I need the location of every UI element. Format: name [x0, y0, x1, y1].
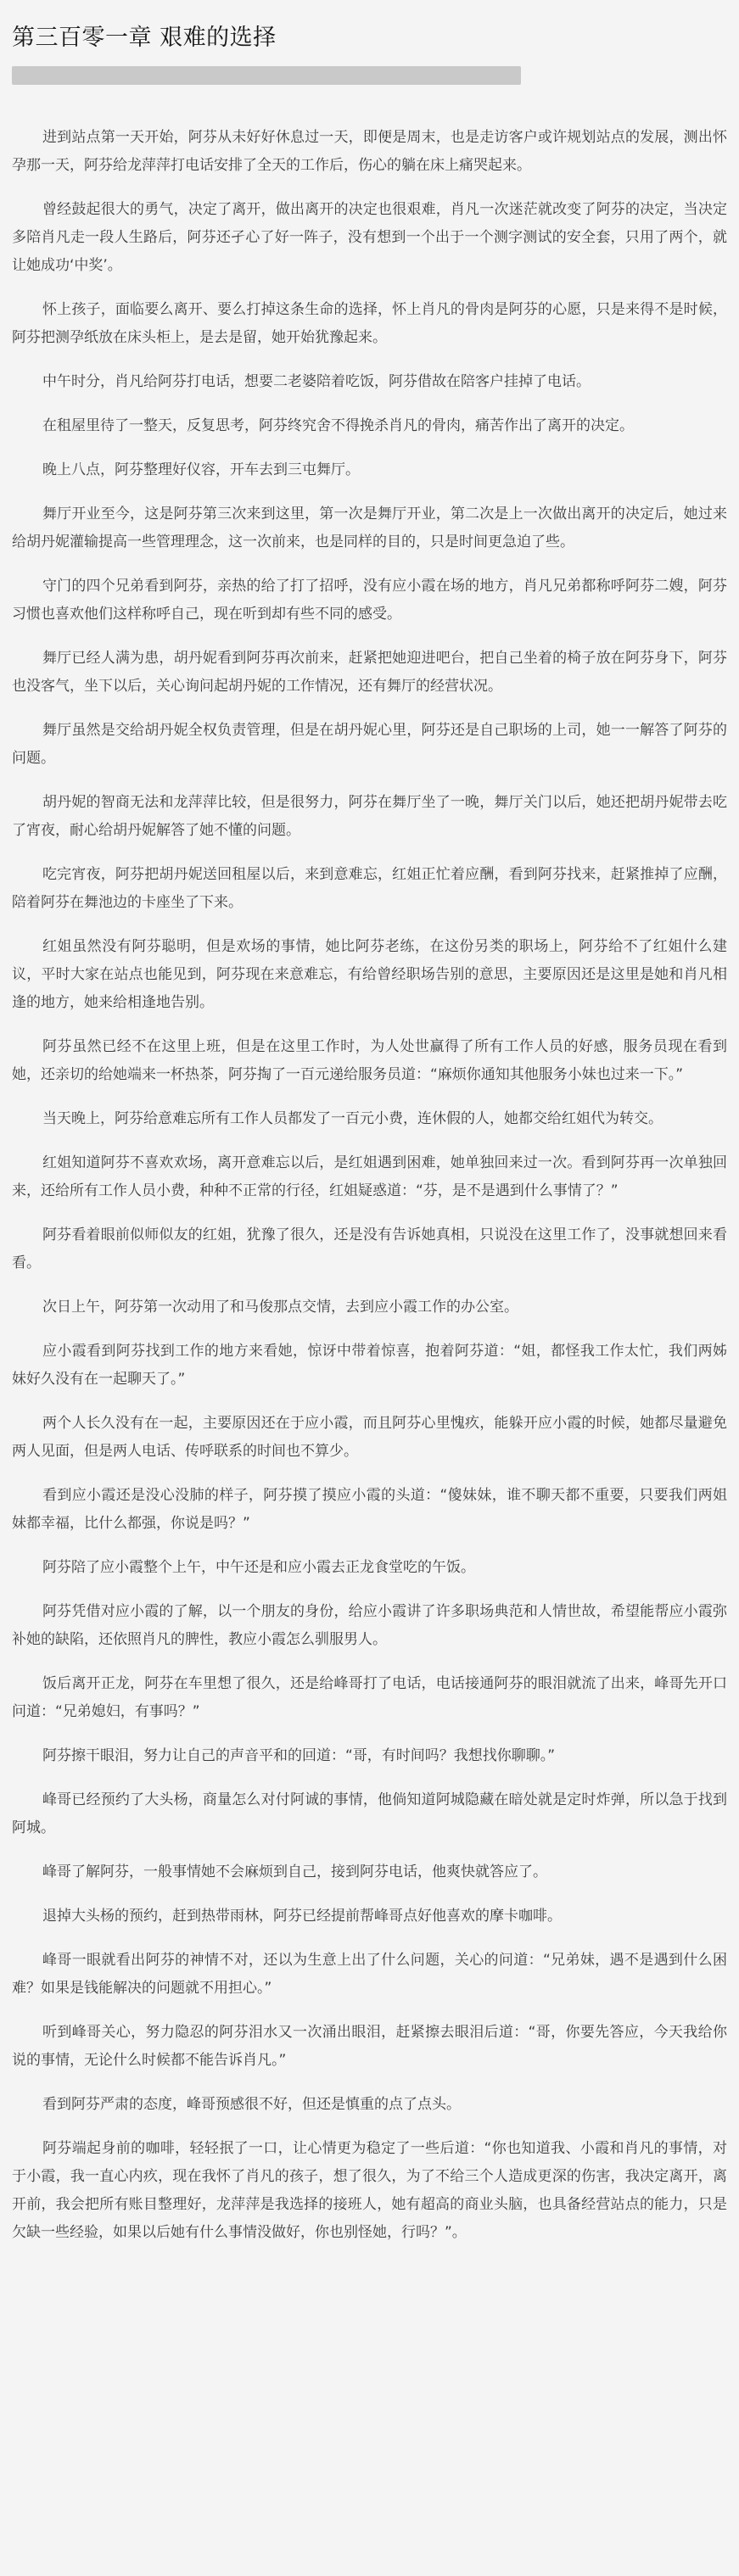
- title-underline-bar: [12, 66, 521, 85]
- paragraph: 中午时分，肖凡给阿芬打电话，想要二老婆陪着吃饭，阿芬借故在陪客户挂掉了电话。: [42, 373, 591, 390]
- paragraph: 应小霞看到阿芬找到工作的地方来看她，惊讶中带着惊喜，抱着阿芬道：“姐，都怪我工作太忙，我们两姊妹好久没有在一起聊天了。”: [12, 1343, 727, 1388]
- paragraph: 饭后离开正龙，阿芬在车里想了很久，还是给峰哥打了电话，电话接通阿芬的眼泪就流了出来，峰哥先开口问道：“兄弟媳妇，有事吗？”: [12, 1675, 727, 1720]
- paragraph: 舞厅虽然是交给胡丹妮全权负责管理，但是在胡丹妮心里，阿芬还是自己职场的上司，她一一解答了阿芬的问题。: [12, 722, 727, 767]
- paragraph: 阿芬端起身前的咖啡，轻轻抿了一口，让心情更为稳定了一些后道：“你也知道我、小霞和肖凡的事情，对于小霞，我一直心内疚，现在我怀了肖凡的孩子，想了很久，为了不给三个人造成更深的伤害，我决定离开，离开前，我会把所有账目整理好，龙萍萍是我选择的接班人，她有超高的商业头脑，也具备经营站点的能力，只是欠缺一些经验，如果以后她有什么事情没做好，你也别怪她，行吗？”。: [12, 2140, 727, 2241]
- paragraph: 退掉大头杨的预约，赶到热带雨林，阿芬已经提前帮峰哥点好他喜欢的摩卡咖啡。: [42, 1908, 562, 1925]
- paragraph: 在租屋里待了一整天，反复思考，阿芬终究舍不得挽杀肖凡的骨肉，痛苦作出了离开的决定。: [42, 417, 634, 434]
- paragraph: 峰哥一眼就看出阿芬的神情不对，还以为生意上出了什么问题，关心的问道：“兄弟妹，遇不是遇到什么困难？如果是钱能解决的问题就不用担心。”: [12, 1952, 727, 1997]
- paragraph: 红姐虽然没有阿芬聪明，但是欢场的事情，她比阿芬老练，在这份另类的职场上，阿芬给不了红姐什么建议，平时大家在站点也能见到，阿芬现在来意难忘，有给曾经职场告别的意思，主要原因还是这里是她和肖凡相逢的地方，她来给相逢地告别。: [12, 938, 727, 1011]
- paragraph: 峰哥了解阿芬，一般事情她不会麻烦到自己，接到阿芬电话，他爽快就答应了。: [42, 1864, 547, 1880]
- paragraph: 阿芬凭借对应小霞的了解，以一个朋友的身份，给应小霞讲了许多职场典范和人情世故，希望能帮应小霞弥补她的缺陷，还依照肖凡的脾性，教应小霞怎么驯服男人。: [12, 1603, 727, 1648]
- chapter-content: [12, 124, 727, 2263]
- paragraph: 曾经鼓起很大的勇气，决定了离开，做出离开的决定也很艰难，肖凡一次迷茫就改变了阿芬的决定，当决定多陪肖凡走一段人生路后，阿芬还孑心了好一阵子，没有想到一个出于一个测字测试的安全套，只用了两个，就让她成功‘中奖’。: [12, 201, 727, 274]
- paragraph: 阿芬擦干眼泪，努力让自己的声音平和的回道：“哥，有时间吗？我想找你聊聊。”: [42, 1747, 556, 1764]
- paragraph: 看到阿芬严肃的态度，峰哥预感很不好，但还是慎重的点了点头。: [42, 2096, 461, 2113]
- paragraph: 峰哥已经预约了大头杨，商量怎么对付阿诚的事情，他倘知道阿城隐藏在暗处就是定时炸弹，所以急于找到阿城。: [12, 1791, 727, 1836]
- paragraph: 守门的四个兄弟看到阿芬，亲热的给了打了招呼，没有应小霞在场的地方，肖凡兄弟都称呼阿芬二嫂，阿芬习惯也喜欢他们这样称呼自己，现在听到却有些不同的感受。: [12, 578, 727, 623]
- paragraph: 红姐知道阿芬不喜欢欢场，离开意难忘以后，是红姐遇到困难，她单独回来过一次。看到阿芬再一次单独回来，还给所有工作人员小费，种种不正常的行径，红姐疑惑道：“芬，是不是遇到什么事情了？”: [12, 1154, 727, 1199]
- paragraph: 阿芬陪了应小霞整个上午，中午还是和应小霞去正龙食堂吃的午饭。: [42, 1559, 475, 1576]
- paragraph: 阿芬虽然已经不在这里上班，但是在这里工作时，为人处世赢得了所有工作人员的好感，服务员现在看到她，还亲切的给她端来一杯热茶，阿芬掏了一百元递给服务员道：“麻烦你通知其他服务小妹也过来一下。”: [12, 1038, 727, 1083]
- paragraph: 当天晚上，阿芬给意难忘所有工作人员都发了一百元小费，连休假的人，她都交给红姐代为转交。: [42, 1110, 663, 1127]
- paragraph: 舞厅已经人满为患，胡丹妮看到阿芬再次前来，赶紧把她迎进吧台，把自己坐着的椅子放在阿芬身下，阿芬也没客气，坐下以后，关心询问起胡丹妮的工作情况，还有舞厅的经营状况。: [12, 650, 727, 695]
- paragraph: 舞厅开业至今，这是阿芬第三次来到这里，第一次是舞厅开业，第二次是上一次做出离开的决定后，她过来给胡丹妮灌输提高一些管理理念，这一次前来，也是同样的目的，只是时间更急迫了些。: [12, 506, 727, 550]
- paragraph: 胡丹妮的智商无法和龙萍萍比较，但是很努力，阿芬在舞厅坐了一晚，舞厅关门以后，她还把胡丹妮带去吃了宵夜，耐心给胡丹妮解答了她不懂的问题。: [12, 794, 727, 839]
- paragraph: 看到应小霞还是没心没肺的样子，阿芬摸了摸应小霞的头道：“傻妹妹，谁不聊天都不重要，只要我们两姐妹都幸福，比什么都强，你说是吗？”: [12, 1487, 727, 1532]
- paragraph: 吃完宵夜，阿芬把胡丹妮送回租屋以后，来到意难忘，红姐正忙着应酬，看到阿芬找来，赶紧推掉了应酬，陪着阿芬在舞池边的卡座坐了下来。: [12, 866, 727, 911]
- paragraph: 阿芬看着眼前似师似友的红姐，犹豫了很久，还是没有告诉她真相，只说没在这里工作了，没事就想回来看看。: [12, 1227, 727, 1271]
- chapter-title: 第三百零一章 艰难的选择: [12, 25, 277, 51]
- paragraph: 两个人长久没有在一起，主要原因还在于应小霞，而且阿芬心里愧疚，能躲开应小霞的时候，她都尽量避免两人见面，但是两人电话、传呼联系的时间也不算少。: [12, 1415, 727, 1460]
- paragraph: 进到站点第一天开始，阿芬从未好好休息过一天，即便是周末，也是走访客户或许规划站点的发展，测出怀孕那一天，阿芬给龙萍萍打电话安排了全天的工作后，伤心的躺在床上痛哭起来。: [12, 129, 727, 174]
- paragraph: 晚上八点，阿芬整理好仪容，开车去到三屯舞厅。: [42, 461, 360, 478]
- paragraph: 怀上孩子，面临要么离开、要么打掉这条生命的选择，怀上肖凡的骨肉是阿芬的心愿，只是来得不是时候，阿芬把测孕纸放在床头柜上，是去是留，她开始犹豫起来。: [12, 301, 727, 346]
- paragraph: 听到峰哥关心，努力隐忍的阿芬泪水又一次涌出眼泪，赶紧擦去眼泪后道：“哥，你要先答应，今天我给你说的事情，无论什么时候都不能告诉肖凡。”: [12, 2024, 727, 2069]
- paragraph: 次日上午，阿芬第一次动用了和马俊那点交情，去到应小霞工作的办公室。: [42, 1299, 518, 1316]
